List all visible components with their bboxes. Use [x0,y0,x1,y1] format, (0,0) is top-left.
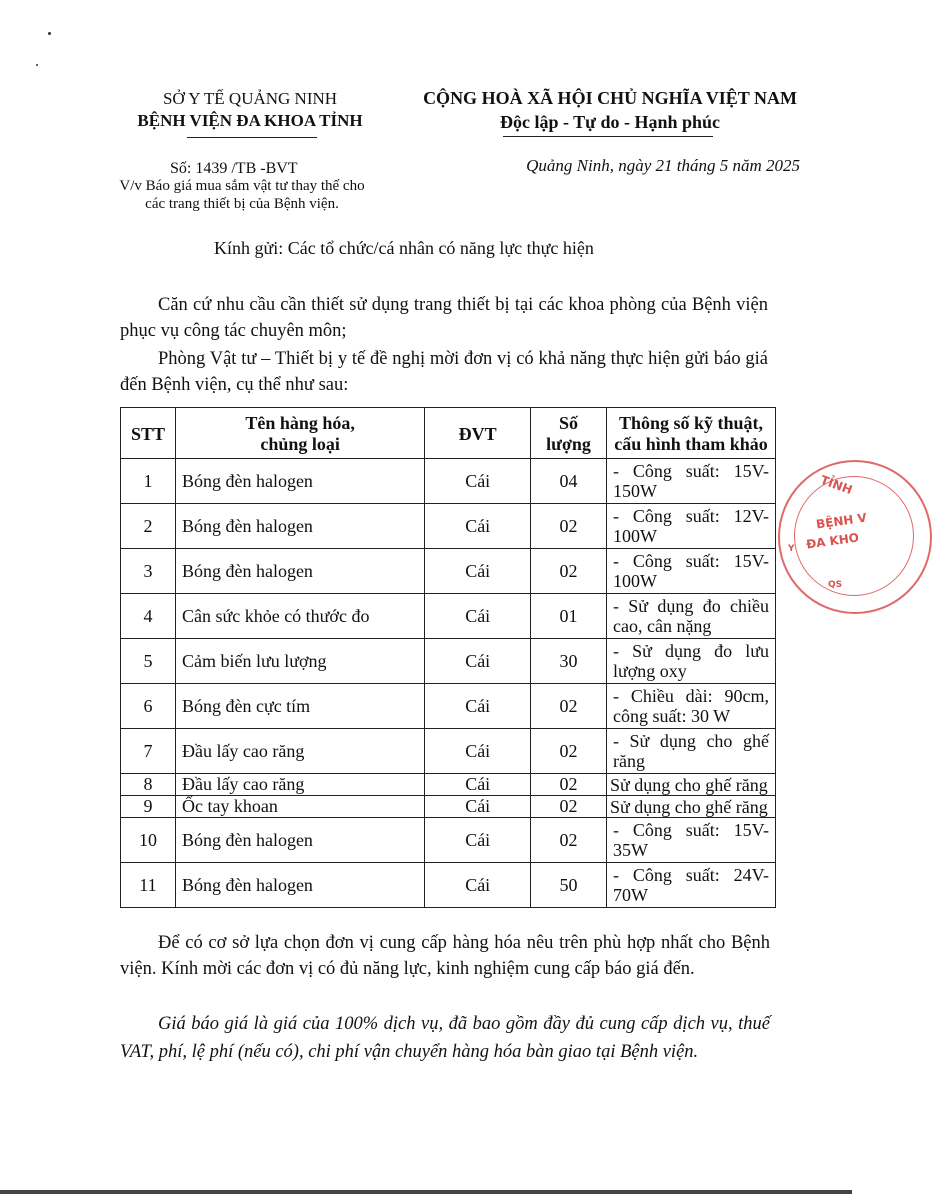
cell-spec: - Công suất: 15V-35W [606,818,775,863]
seal-text-mid-1: BỆNH V [815,510,868,532]
org-line-2: BỆNH VIỆN ĐA KHOA TỈNH [137,111,363,130]
cell-spec: - Công suất: 24V-70W [606,863,775,908]
table-row [121,594,776,639]
paragraph-invitation: Để có cơ sở lựa chọn đơn vị cung cấp hàng hóa nêu trên phù hợp nhất cho Bệnh viện. Kính mời các đơn vị có đủ năng lực, kinh nghiệm cung cấp báo giá đến. [120,933,770,979]
cell-spec: Sử dụng cho ghế răng [606,796,775,818]
cell-name: Đầu lấy cao răng [175,774,424,796]
cell-name: Đầu lấy cao răng [175,729,424,774]
cell-unit: Cái [425,504,531,549]
cell-stt: 3 [121,549,176,594]
cell-name: Bóng đèn halogen [175,818,424,863]
cell-unit: Cái [425,639,531,684]
cell-spec: - Sử dụng đo lưu lượng oxy [606,639,775,684]
cell-spec: - Công suất: 12V-100W [606,504,775,549]
org-underline [187,137,317,138]
cell-qty: 01 [531,594,607,639]
goods-table [120,407,776,908]
cell-name: Cân sức khỏe có thước đo [175,594,424,639]
cell-qty: 04 [531,459,607,504]
cell-qty: 02 [531,684,607,729]
cell-stt: 5 [121,639,176,684]
cell-spec: - Sử dụng cho ghế răng [606,729,775,774]
header-qty-line-1: Số [559,413,579,433]
table-row [121,459,776,504]
document-subject [82,177,402,213]
header-spec-line-1: Thông số kỹ thuật, [618,413,764,433]
cell-name: Bóng đèn halogen [175,863,424,908]
cell-stt: 10 [121,818,176,863]
table-row [121,796,776,818]
cell-unit: Cái [425,796,531,818]
cell-stt: 9 [121,796,176,818]
table-row [121,863,776,908]
header-qty-line-2: lượng [546,434,591,454]
seal-text-mid-2: ĐA KHO [805,530,860,552]
cell-qty: 02 [531,796,607,818]
cell-qty: 02 [531,774,607,796]
cell-qty: 02 [531,729,607,774]
seal-text-bottom: QS [828,580,843,590]
cell-name: Bóng đèn halogen [175,459,424,504]
table-row [121,729,776,774]
header-unit: ĐVT [425,408,531,459]
cell-qty: 50 [531,863,607,908]
org-line-1: SỞ Y TẾ QUẢNG NINH [162,89,338,108]
official-seal-stamp [778,460,932,614]
national-motto [395,86,825,134]
cell-unit: Cái [425,684,531,729]
cell-qty: 02 [531,549,607,594]
table-header-row [121,408,776,459]
nation-line-2: Độc lập - Tự do - Hạnh phúc [499,112,721,132]
cell-name: Bóng đèn cực tím [175,684,424,729]
cell-name: Cảm biến lưu lượng [175,639,424,684]
header-stt: STT [121,408,176,459]
scan-speck [48,32,51,35]
cell-stt: 4 [121,594,176,639]
cell-unit: Cái [425,594,531,639]
table-row [121,818,776,863]
cell-qty: 30 [531,639,607,684]
scan-speck [36,64,38,66]
table-row [121,504,776,549]
cell-spec: - Chiều dài: 90cm, công suất: 30 W [606,684,775,729]
header-spec-line-2: cấu hình tham khảo [614,434,768,454]
header-quantity [531,408,607,459]
cell-stt: 6 [121,684,176,729]
table-row [121,774,776,796]
cell-stt: 11 [121,863,176,908]
document-date: Quảng Ninh, ngày 21 tháng 5 năm 2025 [526,156,800,175]
paragraph-price-terms: Giá báo giá là giá của 100% dịch vụ, đã bao gồm đầy đủ cung cấp dịch vụ, thuế VAT, phí, lệ phí (nếu có), chi phí vận chuyển hàng hóa bàn giao tại Bệnh viện. [120,1014,770,1062]
subject-line-2: các trang thiết bị của Bệnh viện. [145,196,339,212]
header-name-line-1: Tên hàng hóa, [245,413,355,433]
salutation: Kính gửi: Các tổ chức/cá nhân có năng lực thực hiện [214,238,594,258]
cell-name: Bóng đèn halogen [175,549,424,594]
header-spec [606,408,775,459]
cell-spec: - Công suất: 15V-150W [606,459,775,504]
seal-text-top: TỈNH [818,472,855,498]
cell-spec: Sử dụng cho ghế răng [606,774,775,796]
cell-qty: 02 [531,818,607,863]
table-row [121,549,776,594]
cell-unit: Cái [425,729,531,774]
paragraph-request: Phòng Vật tư – Thiết bị y tế đề nghị mời đơn vị có khả năng thực hiện gửi báo giá đến Bệnh viện, cụ thể như sau: [120,349,768,395]
cell-stt: 8 [121,774,176,796]
table-row [121,684,776,729]
nation-line-1: CỘNG HOÀ XÃ HỘI CHỦ NGHĨA VIỆT NAM [423,88,797,108]
cell-unit: Cái [425,549,531,594]
cell-unit: Cái [425,863,531,908]
header-name [175,408,424,459]
cell-unit: Cái [425,459,531,504]
subject-line-1: V/v Báo giá mua sắm vật tư thay thế cho [119,178,365,194]
motto-underline [503,136,713,137]
cell-stt: 7 [121,729,176,774]
paragraph-basis: Căn cứ nhu cầu cần thiết sử dụng trang thiết bị tại các khoa phòng của Bệnh viện phục vụ công tác chuyên môn; [120,295,768,341]
cell-spec: - Công suất: 15V-100W [606,549,775,594]
header-name-line-2: chủng loại [260,434,340,454]
seal-text-side: Y [788,544,795,554]
cell-stt: 1 [121,459,176,504]
document-number: Số: 1439 /TB -BVT [170,160,298,177]
cell-unit: Cái [425,818,531,863]
cell-spec: - Sử dụng đo chiều cao, cân nặng [606,594,775,639]
scan-bottom-edge [0,1190,852,1194]
table-row [121,639,776,684]
cell-name: Ốc tay khoan [175,796,424,818]
issuing-organization [100,88,400,132]
cell-stt: 2 [121,504,176,549]
cell-unit: Cái [425,774,531,796]
cell-qty: 02 [531,504,607,549]
cell-name: Bóng đèn halogen [175,504,424,549]
